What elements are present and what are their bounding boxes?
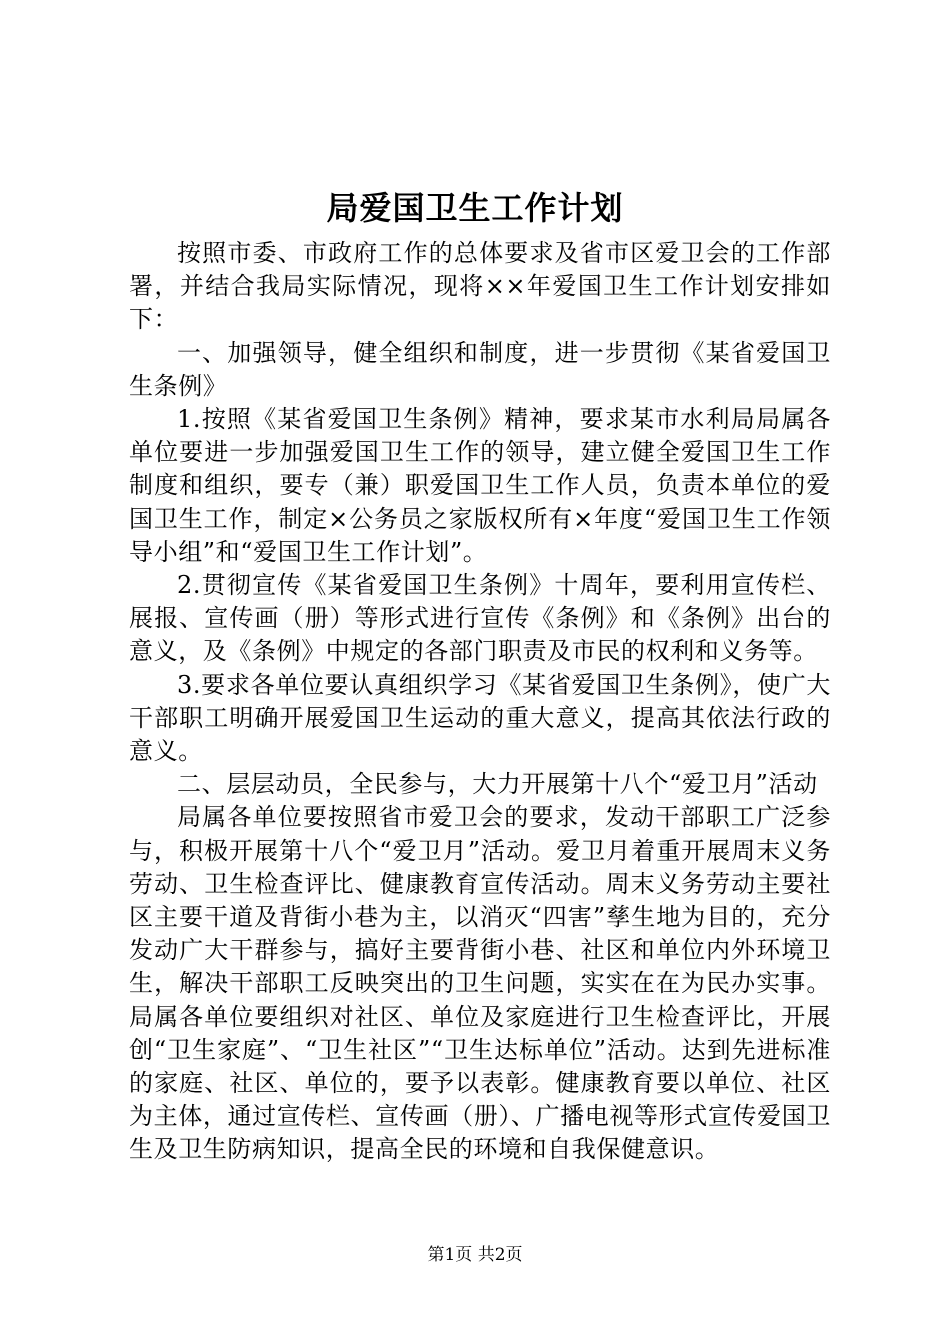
document-body <box>129 237 831 1167</box>
item-paragraph-2: 2.贯彻宣传《某省爱国卫生条例》十周年，要利用宣传栏、展报、宣传画（册）等形式进行宣传《条例》和《条例》出台的意义，及《条例》中规定的各部门职责及市民的权利和义务等。 <box>129 571 831 666</box>
item-paragraph-3: 3.要求各单位要认真组织学习《某省爱国卫生条例》，使广大干部职工明确开展爱国卫生运动的重大意义，提高其依法行政的意义。 <box>129 670 831 766</box>
item-paragraph-1: 1.按照《某省爱国卫生条例》精神，要求某市水利局局属各单位要进一步加强爱国卫生工作的领导，建立健全爱国卫生工作制度和组织，要专（兼）职爱国卫生工作人员，负责本单位的爱国卫生工作，制定×公务员之家版权所有×年度“爱国卫生工作领导小组”和“爱国卫生工作计划”。 <box>129 405 831 566</box>
section-heading-1: 一、加强领导，健全组织和制度，进一步贯彻《某省爱国卫生条例》 <box>129 338 831 400</box>
activity-paragraph: 局属各单位要按照省市爱卫会的要求，发动干部职工广泛参与，积极开展第十八个“爱卫月”活动。爱卫月着重开展周末义务劳动、卫生检查评比、健康教育宣传活动。周末义务劳动主要社区主要干道及背街小巷为主，以消灭“四害”孳生地为目的，充分发动广大干群参与，搞好主要背街小巷、社区和单位内外环境卫生，解决干部职工反映突出的卫生问题，实实在在为民办实事。局属各单位要组织对社区、单位及家庭进行卫生检查评比，开展创“卫生家庭”、“卫生社区”“卫生达标单位”活动。达到先进标准的家庭、社区、单位的，要予以表彰。健康教育要以单位、社区为主体，通过宣传栏、宣传画（册）、广播电视等形式宣传爱国卫生及卫生防病知识，提高全民的环境和自我保健意识。 <box>129 803 831 1164</box>
page-number-footer: 第1页 共2页 <box>427 1245 523 1265</box>
intro-paragraph: 按照市委、市政府工作的总体要求及省市区爱卫会的工作部署，并结合我局实际情况，现将××年爱国卫生工作计划安排如下： <box>129 239 831 334</box>
section-heading-2: 二、层层动员，全民参与，大力开展第十八个“爱卫月”活动 <box>177 770 818 799</box>
document-title: 局爱国卫生工作计划 <box>326 189 624 227</box>
